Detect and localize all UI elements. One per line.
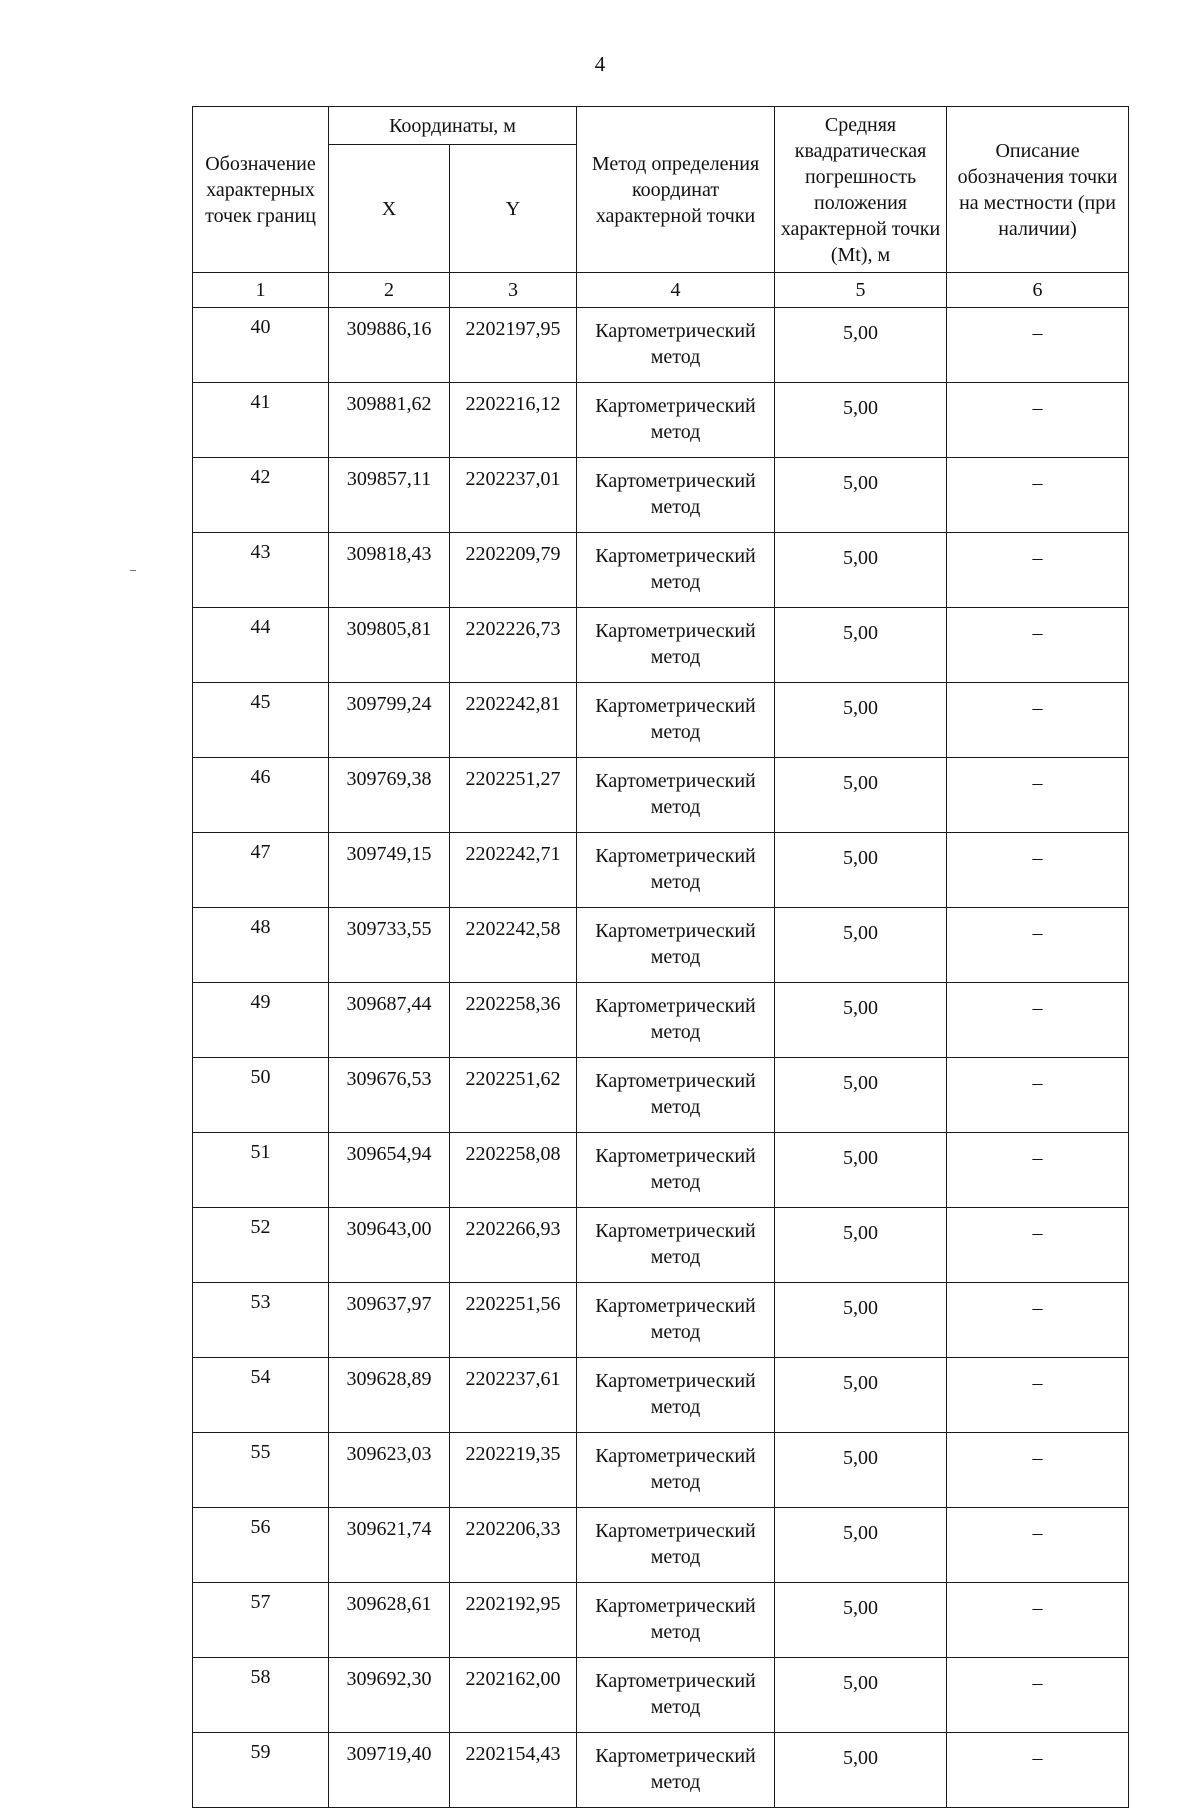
x-coordinate-cell: 309805,81 [329,608,450,683]
y-coordinate-cell: 2202242,58 [450,908,577,983]
error-cell: 5,00 [775,1583,947,1658]
point-id-cell: 42 [193,458,329,533]
method-line: метод [650,946,701,968]
table-row [193,908,1129,983]
error-cell: 5,00 [775,1508,947,1583]
description-cell: – [947,1583,1129,1658]
coordinates-table [192,106,1129,1808]
table-row [193,1508,1129,1583]
column-number: 6 [947,273,1129,308]
point-id-cell: 59 [193,1733,329,1808]
method-line: Картометрический [595,695,756,717]
table-row [193,608,1129,683]
header-point-designation: Обозначение характерных точек границ [193,107,329,273]
x-coordinate-cell: 309749,15 [329,833,450,908]
method-line: метод [650,721,701,743]
header-y: Y [450,145,577,273]
header-error: Средняя квадратическая погрешность положения характерной точки (Mt), м [775,107,947,273]
table-row [193,308,1129,383]
point-id-cell: 50 [193,1058,329,1133]
point-id-cell: 51 [193,1133,329,1208]
method-cell [577,1733,775,1808]
header-x: X [329,145,450,273]
table-row [193,758,1129,833]
description-cell: – [947,533,1129,608]
table-row [193,1658,1129,1733]
y-coordinate-cell: 2202209,79 [450,533,577,608]
error-cell: 5,00 [775,533,947,608]
method-cell [577,1358,775,1433]
method-line: Картометрический [595,470,756,492]
y-coordinate-cell: 2202216,12 [450,383,577,458]
method-cell [577,758,775,833]
error-cell: 5,00 [775,1733,947,1808]
method-line: метод [650,1021,701,1043]
error-cell: 5,00 [775,683,947,758]
y-coordinate-cell: 2202266,93 [450,1208,577,1283]
y-coordinate-cell: 2202219,35 [450,1433,577,1508]
column-number: 4 [577,273,775,308]
y-coordinate-cell: 2202197,95 [450,308,577,383]
point-id-cell: 45 [193,683,329,758]
point-id-cell: 56 [193,1508,329,1583]
y-coordinate-cell: 2202258,08 [450,1133,577,1208]
table-body [193,308,1129,1808]
description-cell: – [947,1508,1129,1583]
description-cell: – [947,383,1129,458]
description-cell: – [947,458,1129,533]
x-coordinate-cell: 309643,00 [329,1208,450,1283]
method-line: метод [650,1096,701,1118]
method-line: метод [650,421,701,443]
method-cell [577,983,775,1058]
method-line: Картометрический [595,545,756,567]
x-coordinate-cell: 309687,44 [329,983,450,1058]
error-cell: 5,00 [775,1358,947,1433]
table-row [193,383,1129,458]
y-coordinate-cell: 2202237,61 [450,1358,577,1433]
table-row [193,1133,1129,1208]
y-coordinate-cell: 2202162,00 [450,1658,577,1733]
error-cell: 5,00 [775,608,947,683]
point-id-cell: 40 [193,308,329,383]
y-coordinate-cell: 2202251,27 [450,758,577,833]
header-method: Метод определения координат характерной точки [577,107,775,273]
table-row [193,1733,1129,1808]
y-coordinate-cell: 2202251,56 [450,1283,577,1358]
method-line: метод [650,1771,701,1793]
method-cell [577,533,775,608]
method-cell [577,1508,775,1583]
point-id-cell: 44 [193,608,329,683]
error-cell: 5,00 [775,1658,947,1733]
method-line: Картометрический [595,845,756,867]
x-coordinate-cell: 309818,43 [329,533,450,608]
method-line: метод [650,346,701,368]
method-line: Картометрический [595,1520,756,1542]
method-line: Картометрический [595,1070,756,1092]
description-cell: – [947,758,1129,833]
table-row [193,1283,1129,1358]
column-number: 3 [450,273,577,308]
y-coordinate-cell: 2202251,62 [450,1058,577,1133]
x-coordinate-cell: 309637,97 [329,1283,450,1358]
method-line: метод [650,871,701,893]
error-cell: 5,00 [775,758,947,833]
point-id-cell: 54 [193,1358,329,1433]
point-id-cell: 48 [193,908,329,983]
method-cell [577,458,775,533]
description-cell: – [947,1133,1129,1208]
description-cell: – [947,1658,1129,1733]
error-cell: 5,00 [775,983,947,1058]
x-coordinate-cell: 309799,24 [329,683,450,758]
method-line: Картометрический [595,395,756,417]
method-cell [577,1433,775,1508]
x-coordinate-cell: 309857,11 [329,458,450,533]
x-coordinate-cell: 309654,94 [329,1133,450,1208]
table-row [193,533,1129,608]
table-row [193,683,1129,758]
method-line: метод [650,1696,701,1718]
method-line: метод [650,1246,701,1268]
description-cell: – [947,308,1129,383]
error-cell: 5,00 [775,458,947,533]
point-id-cell: 52 [193,1208,329,1283]
header-coordinates-group: Координаты, м [329,107,577,145]
point-id-cell: 43 [193,533,329,608]
table-row [193,1433,1129,1508]
x-coordinate-cell: 309628,61 [329,1583,450,1658]
method-cell [577,1133,775,1208]
y-coordinate-cell: 2202237,01 [450,458,577,533]
x-coordinate-cell: 309628,89 [329,1358,450,1433]
y-coordinate-cell: 2202192,95 [450,1583,577,1658]
table-row [193,1583,1129,1658]
point-id-cell: 53 [193,1283,329,1358]
header-description: Описание обозначения точки на местности (при наличии) [947,107,1129,273]
error-cell: 5,00 [775,1283,947,1358]
method-line: метод [650,1396,701,1418]
method-line: Картометрический [595,920,756,942]
x-coordinate-cell: 309769,38 [329,758,450,833]
column-numbers-row [193,273,1129,308]
x-coordinate-cell: 309719,40 [329,1733,450,1808]
y-coordinate-cell: 2202226,73 [450,608,577,683]
table-row [193,833,1129,908]
y-coordinate-cell: 2202154,43 [450,1733,577,1808]
x-coordinate-cell: 309623,03 [329,1433,450,1508]
description-cell: – [947,1433,1129,1508]
error-cell: 5,00 [775,1133,947,1208]
description-cell: – [947,983,1129,1058]
y-coordinate-cell: 2202242,71 [450,833,577,908]
method-cell [577,908,775,983]
method-cell [577,683,775,758]
method-line: Картометрический [595,1445,756,1467]
description-cell: – [947,1733,1129,1808]
method-line: метод [650,796,701,818]
description-cell: – [947,683,1129,758]
point-id-cell: 46 [193,758,329,833]
description-cell: – [947,608,1129,683]
method-line: Картометрический [595,1370,756,1392]
error-cell: 5,00 [775,383,947,458]
error-cell: 5,00 [775,1058,947,1133]
method-cell [577,383,775,458]
method-line: Картометрический [595,770,756,792]
table-header [193,107,1129,308]
error-cell: 5,00 [775,308,947,383]
method-cell [577,608,775,683]
table-row [193,458,1129,533]
method-line: метод [650,1546,701,1568]
method-cell [577,833,775,908]
description-cell: – [947,1283,1129,1358]
y-coordinate-cell: 2202242,81 [450,683,577,758]
x-coordinate-cell: 309886,16 [329,308,450,383]
point-id-cell: 41 [193,383,329,458]
method-line: Картометрический [595,320,756,342]
method-line: Картометрический [595,1670,756,1692]
x-coordinate-cell: 309676,53 [329,1058,450,1133]
description-cell: – [947,1208,1129,1283]
method-line: метод [650,496,701,518]
x-coordinate-cell: 309621,74 [329,1508,450,1583]
error-cell: 5,00 [775,1208,947,1283]
y-coordinate-cell: 2202258,36 [450,983,577,1058]
description-cell: – [947,1358,1129,1433]
method-cell [577,1208,775,1283]
method-line: метод [650,1471,701,1493]
method-line: Картометрический [595,620,756,642]
x-coordinate-cell: 309692,30 [329,1658,450,1733]
method-line: Картометрический [595,1220,756,1242]
page-number: 4 [594,52,606,76]
method-line: Картометрический [595,1595,756,1617]
method-cell [577,1283,775,1358]
point-id-cell: 55 [193,1433,329,1508]
method-line: Картометрический [595,1295,756,1317]
method-line: метод [650,1621,701,1643]
method-line: метод [650,571,701,593]
error-cell: 5,00 [775,1433,947,1508]
method-cell [577,308,775,383]
method-line: Картометрический [595,995,756,1017]
method-line: метод [650,1321,701,1343]
description-cell: – [947,833,1129,908]
method-cell [577,1658,775,1733]
table-row [193,983,1129,1058]
column-number: 1 [193,273,329,308]
table-row [193,1358,1129,1433]
column-number: 2 [329,273,450,308]
method-line: метод [650,646,701,668]
method-cell [577,1583,775,1658]
y-coordinate-cell: 2202206,33 [450,1508,577,1583]
table-row [193,1058,1129,1133]
error-cell: 5,00 [775,833,947,908]
point-id-cell: 47 [193,833,329,908]
x-coordinate-cell: 309733,55 [329,908,450,983]
point-id-cell: 57 [193,1583,329,1658]
error-cell: 5,00 [775,908,947,983]
description-cell: – [947,1058,1129,1133]
scan-artifact [130,570,136,571]
method-cell [577,1058,775,1133]
description-cell: – [947,908,1129,983]
method-line: метод [650,1171,701,1193]
table-row [193,1208,1129,1283]
method-line: Картометрический [595,1145,756,1167]
method-line: Картометрический [595,1745,756,1767]
point-id-cell: 49 [193,983,329,1058]
column-number: 5 [775,273,947,308]
point-id-cell: 58 [193,1658,329,1733]
x-coordinate-cell: 309881,62 [329,383,450,458]
